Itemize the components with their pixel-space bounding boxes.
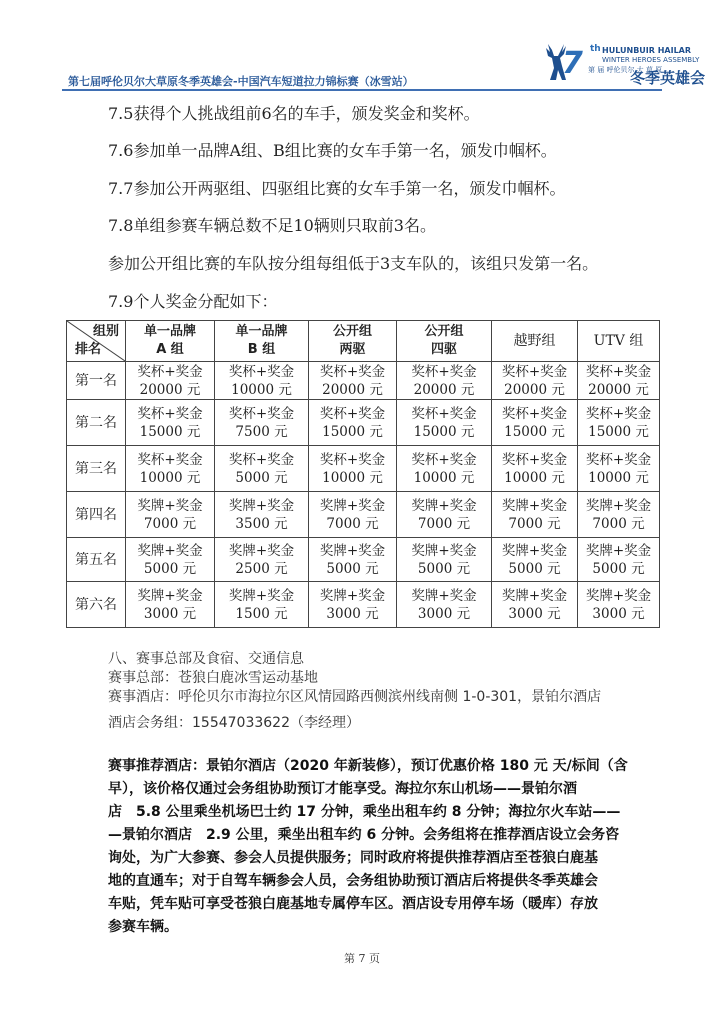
prize-type: 奖牌+奖金 (585, 497, 652, 514)
prize-amount: 20000 元 (413, 381, 475, 398)
recommend-line: 赛事推荐酒店：景铂尔酒店（2020 年新装修），预订优惠价格 180 元 天/标间（含 (108, 758, 628, 774)
prize-cell (309, 492, 397, 538)
clause-7-6: 7.6参加单一品牌A组、B组比赛的女车手第一名，颁发巾帼杯。 (108, 141, 557, 160)
prize-type: 奖杯+奖金 (411, 451, 477, 468)
prize-type: 奖牌+奖金 (411, 587, 477, 604)
prize-cell (397, 400, 492, 446)
prize-cell (309, 446, 397, 492)
prize-type: 奖牌+奖金 (137, 587, 203, 604)
prize-amount: 5000 元 (508, 560, 561, 577)
clause-7-8-note: 参加公开组比赛的车队按分组每组低于3支车队的，该组只发第一名。 (108, 254, 599, 273)
column-header (126, 321, 215, 362)
prize-amount: 7000 元 (417, 515, 471, 532)
clause-7-8: 7.8单组参赛车辆总数不足10辆则只取前3名。 (108, 216, 436, 235)
prize-type: 奖牌+奖金 (137, 497, 203, 514)
prize-amount: 5000 元 (326, 560, 379, 577)
prize-amount: 3000 元 (143, 605, 197, 622)
column-header-line1: 公开组 (332, 324, 372, 339)
corner-label-rank: 排名 (75, 342, 102, 357)
column-header-line1: 公开组 (424, 324, 464, 339)
prize-amount: 3000 元 (326, 605, 379, 622)
prize-type: 奖牌+奖金 (501, 497, 568, 514)
prize-amount: 5000 元 (235, 469, 288, 486)
prize-amount: 20000 元 (504, 381, 565, 398)
prize-cell (492, 362, 578, 400)
prize-cell (397, 446, 492, 492)
prize-cell (215, 582, 309, 628)
prize-amount: 15000 元 (504, 423, 565, 440)
recommend-line: 参赛车辆。 (108, 919, 178, 935)
prize-amount: 3000 元 (417, 605, 471, 622)
prize-cell (215, 538, 309, 582)
prize-cell (126, 400, 215, 446)
prize-amount: 10000 元 (139, 469, 201, 486)
prize-type: 奖牌+奖金 (228, 542, 295, 559)
prize-amount: 2500 元 (235, 560, 288, 577)
recommend-line: 店 5.8 公里乘坐机场巴士约 17 分钟，乘坐出租车约 8 分钟；海拉尔火车站—— (108, 804, 621, 820)
clause-7-7: 7.7参加公开两驱组、四驱组比赛的女车手第一名，颁发巾帼杯。 (108, 179, 566, 198)
prize-cell (578, 400, 660, 446)
prize-type: 奖杯+奖金 (137, 363, 203, 380)
column-header-line2: 四驱 (430, 342, 457, 357)
corner-label-group: 组别 (92, 324, 119, 339)
prize-type: 奖牌+奖金 (228, 497, 295, 514)
prize-amount: 20000 元 (322, 381, 383, 398)
section-8-hq: 赛事总部：苍狼白鹿冰雪运动基地 (108, 670, 318, 686)
logo-english-line1: HULUNBUIR HAILAR (602, 46, 692, 55)
prize-cell (492, 538, 578, 582)
prize-cell (215, 400, 309, 446)
prize-amount: 15000 元 (413, 423, 475, 440)
prize-type: 奖杯+奖金 (319, 363, 386, 380)
prize-cell (309, 582, 397, 628)
prize-type: 奖杯+奖金 (137, 451, 203, 468)
prize-type: 奖牌+奖金 (411, 497, 477, 514)
table-row (67, 446, 660, 492)
prize-amount: 5000 元 (417, 560, 471, 577)
clause-7-9: 7.9个人奖金分配如下： (108, 292, 278, 311)
prize-type: 奖牌+奖金 (501, 542, 568, 559)
prize-amount: 7000 元 (592, 515, 645, 532)
prize-type: 奖牌+奖金 (319, 542, 386, 559)
column-header-line1: 单一品牌 (235, 324, 288, 339)
prize-type: 奖杯+奖金 (228, 363, 295, 380)
logo-english-line2: WINTER HEROES ASSEMBLY (602, 56, 700, 64)
prize-type: 奖杯+奖金 (585, 451, 652, 468)
prize-cell (492, 446, 578, 492)
table-row (67, 582, 660, 628)
rank-cell: 第四名 (67, 492, 126, 538)
prize-amount: 10000 元 (413, 469, 475, 486)
prize-type: 奖牌+奖金 (228, 587, 295, 604)
page-number: 第 7 页 (344, 952, 380, 965)
prize-type: 奖牌+奖金 (585, 587, 652, 604)
prize-amount: 5000 元 (592, 560, 645, 577)
clause-7-5: 7.5获得个人挑战组前6名的车手，颁发奖金和奖杯。 (108, 104, 480, 123)
rank-cell: 第六名 (67, 582, 126, 628)
prize-cell (397, 538, 492, 582)
rank-cell: 第二名 (67, 400, 126, 446)
section-8-contact: 酒店会务组：15547033622（李经理） (108, 715, 360, 731)
prize-cell (397, 492, 492, 538)
section-8-heading: 八、赛事总部及食宿、交通信息 (108, 651, 304, 667)
prize-amount: 15000 元 (139, 423, 201, 440)
prize-amount: 3500 元 (235, 515, 288, 532)
prize-cell (126, 362, 215, 400)
recommend-line: —景铂尔酒店 2.9 公里，乘坐出租车约 6 分钟。会务组将在推荐酒店设立会务咨 (108, 827, 620, 843)
prize-type: 奖杯+奖金 (501, 405, 568, 422)
table-row (67, 362, 660, 400)
prize-amount: 10000 元 (322, 469, 383, 486)
prize-amount: 10000 元 (231, 381, 292, 398)
prize-cell (309, 538, 397, 582)
prize-type: 奖杯+奖金 (319, 451, 386, 468)
page-header (0, 0, 724, 96)
rank-cell: 第五名 (67, 538, 126, 582)
logo-chinese-small: 第 届 呼伦贝尔 大 草 原 (588, 66, 663, 74)
prize-cell (309, 362, 397, 400)
prize-cell (126, 446, 215, 492)
column-header-line1: UTV 组 (593, 333, 644, 349)
prize-cell (578, 446, 660, 492)
prize-type: 奖杯+奖金 (411, 405, 477, 422)
prize-amount: 3000 元 (592, 605, 645, 622)
prize-cell (397, 362, 492, 400)
prize-type: 奖杯+奖金 (501, 363, 568, 380)
prize-type: 奖牌+奖金 (585, 542, 652, 559)
prize-type: 奖牌+奖金 (501, 587, 568, 604)
recommend-line: 早），该价格仅通过会务组协助预订才能享受。海拉尔东山机场——景铂尔酒 (108, 781, 577, 797)
table-corner-cell (67, 321, 126, 362)
event-logo (536, 40, 706, 86)
column-header-line1: 越野组 (513, 333, 556, 349)
prize-type: 奖杯+奖金 (585, 363, 652, 380)
prize-amount: 1500 元 (235, 605, 288, 622)
prize-cell (492, 492, 578, 538)
prize-amount: 20000 元 (139, 381, 201, 398)
rank-cell: 第三名 (67, 446, 126, 492)
prize-amount: 15000 元 (588, 423, 649, 440)
section-8-hotel: 赛事酒店：呼伦贝尔市海拉尔区风情园路西侧滨州线南侧 1-0-301，景铂尔酒店 (108, 689, 602, 705)
prize-cell (397, 582, 492, 628)
rank-cell: 第一名 (67, 362, 126, 400)
recommend-line: 地的直通车；对于自驾车辆参会人员，会务组协助预订酒店后将提供冬季英雄会 (108, 873, 598, 889)
header-title: 第七届呼伦贝尔大草原冬季英雄会-中国汽车短道拉力锦标赛（冰雪站） (68, 75, 414, 88)
logo-ordinal: th (590, 44, 601, 54)
recommended-hotel-block (108, 755, 628, 939)
recommend-line: 询处，为广大参赛、参会人员提供服务；同时政府将提供推荐酒店至苍狼白鹿基 (108, 850, 598, 866)
prize-cell (492, 582, 578, 628)
logo-chinese-title: 冬季英雄会 (630, 69, 706, 87)
prize-cell (215, 446, 309, 492)
prize-cell (578, 362, 660, 400)
table-row (67, 538, 660, 582)
prize-cell (126, 492, 215, 538)
prize-amount: 7000 元 (326, 515, 379, 532)
prize-type: 奖牌+奖金 (411, 542, 477, 559)
header-divider (62, 89, 662, 91)
table-body (67, 362, 660, 628)
prize-cell (126, 538, 215, 582)
column-header (578, 321, 660, 362)
column-header-line2: A 组 (156, 342, 184, 357)
prize-cell (492, 400, 578, 446)
prize-amount: 10000 元 (504, 469, 565, 486)
prize-type: 奖牌+奖金 (137, 542, 203, 559)
prize-cell (309, 400, 397, 446)
prize-type: 奖杯+奖金 (137, 405, 203, 422)
prize-cell (578, 538, 660, 582)
prize-type: 奖杯+奖金 (501, 451, 568, 468)
prize-amount: 7000 元 (508, 515, 561, 532)
column-header (215, 321, 309, 362)
prize-table (66, 320, 660, 628)
prize-amount: 7500 元 (235, 423, 288, 440)
table-row (67, 492, 660, 538)
prize-amount: 20000 元 (588, 381, 649, 398)
column-header (397, 321, 492, 362)
table-header-row (67, 321, 660, 362)
table-row (67, 400, 660, 446)
prize-amount: 7000 元 (143, 515, 197, 532)
prize-cell (578, 492, 660, 538)
column-header (309, 321, 397, 362)
prize-type: 奖杯+奖金 (228, 451, 295, 468)
prize-type: 奖牌+奖金 (319, 497, 386, 514)
prize-cell (578, 582, 660, 628)
prize-cell (215, 362, 309, 400)
prize-type: 奖牌+奖金 (319, 587, 386, 604)
prize-type: 奖杯+奖金 (585, 405, 652, 422)
prize-cell (126, 582, 215, 628)
column-header (492, 321, 578, 362)
prize-cell (215, 492, 309, 538)
column-header-line2: 两驱 (339, 342, 366, 357)
prize-type: 奖杯+奖金 (411, 363, 477, 380)
logo-number: 7 (562, 46, 583, 81)
prize-type: 奖杯+奖金 (319, 405, 386, 422)
prize-amount: 10000 元 (588, 469, 649, 486)
prize-amount: 15000 元 (322, 423, 383, 440)
prize-type: 奖杯+奖金 (228, 405, 295, 422)
column-header-line1: 单一品牌 (143, 324, 196, 339)
recommend-line: 车贴，凭车贴可享受苍狼白鹿基地专属停车区。酒店设专用停车场（暖库）存放 (108, 896, 598, 912)
column-header-line2: B 组 (247, 342, 276, 357)
prize-amount: 5000 元 (143, 560, 197, 577)
prize-amount: 3000 元 (508, 605, 561, 622)
